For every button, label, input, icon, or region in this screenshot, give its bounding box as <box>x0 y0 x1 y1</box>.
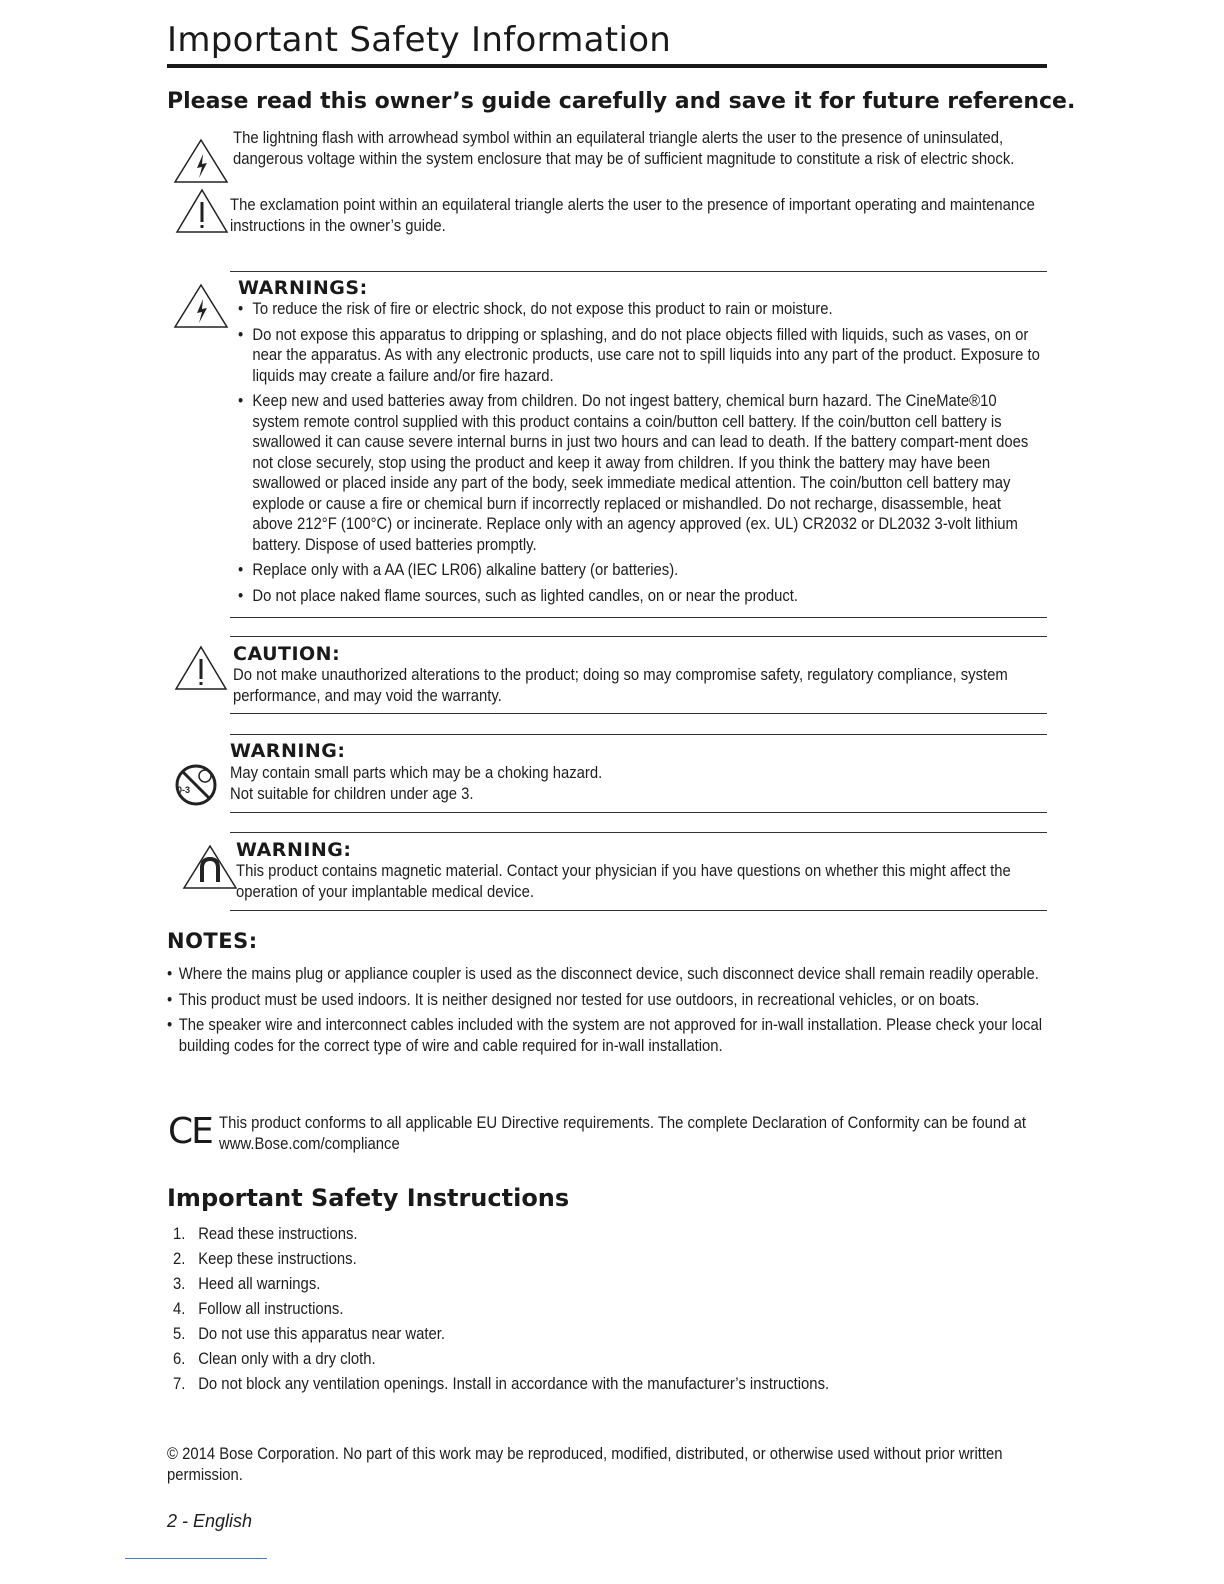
warnings-heading: WARNINGS: <box>238 277 368 299</box>
exclamation-description: The exclamation point within an equilateral triangle alerts the user to the presence of important operating and maintenance instructions in the owner’s guide. <box>230 196 1035 235</box>
instruction-item: 4. Follow all instructions. <box>173 1300 344 1318</box>
lightning-description: The lightning flash with arrowhead symbol within an equilateral triangle alerts the user to the presence of uninsulated, dangerous voltage within the system enclosure that may be of sufficient magnitude to constitute a risk of electric shock. <box>233 129 1015 168</box>
note-item: • Where the mains plug or appliance coupler is used as the disconnect device, such disconnect device shall remain readily operable. <box>167 964 1049 985</box>
caution-text: Do not make unauthorized alterations to the product; doing so may compromise safety, regulatory compliance, system performance, and may void the warranty. <box>233 666 1008 705</box>
exclamation-triangle-icon <box>175 188 229 234</box>
warning-item: • Replace only with a AA (IEC LR06) alkaline battery (or batteries). <box>238 560 1044 581</box>
warnings-lightning-icon <box>173 283 229 329</box>
instruction-item: 5. Do not use this apparatus near water. <box>173 1325 446 1343</box>
notes-list <box>167 964 1049 1061</box>
magnetic-bottom-rule <box>230 910 1047 911</box>
choking-top-rule <box>230 734 1047 735</box>
choking-heading: WARNING: <box>230 740 346 762</box>
magnetic-heading: WARNING: <box>236 839 352 861</box>
caution-bottom-rule <box>230 713 1047 714</box>
caution-top-rule <box>230 636 1047 637</box>
notes-heading: NOTES: <box>167 929 258 953</box>
magnetic-top-rule <box>230 832 1047 833</box>
choking-line-1: May contain small parts which may be a choking hazard. <box>230 764 603 782</box>
ce-mark-icon: CE <box>168 1111 212 1152</box>
choking-line-2: Not suitable for children under age 3. <box>230 785 474 803</box>
warning-item: • Do not expose this apparatus to dripping or splashing, and do not place objects filled with liquids, such as vases, on or near the apparatus. As with any electronic products, use care not to spill liquids into any part of the product. Exposure to liquids may create a failure and/or fire hazard. <box>238 325 1044 387</box>
choking-bottom-rule <box>230 812 1047 813</box>
instruction-item: 1. Read these instructions. <box>173 1225 358 1243</box>
warning-item: • Keep new and used batteries away from children. Do not ingest battery, chemical burn hazard. The CineMate®10 system remote control supplied with this product contains a coin/button cell battery. If the coin/button cell battery is swallowed it can cause severe internal burns in just two hours and can lead to death. If the battery compart-ment does not close securely, stop using the product and keep it away from children. If you think the battery may have been swallowed or placed inside any part of the body, seek immediate medical attention. The coin/button cell battery may explode or cause a fire or chemical burn if incorrectly replaced or mishandled. Do not recharge, disassemble, heat above 212°F (100°C) or incinerate. Replace only with an agency approved (ex. UL) CR2032 or DL2032 3-volt lithium battery. Dispose of used batteries promptly. <box>238 391 1044 555</box>
footer-underline <box>125 1558 267 1559</box>
intro-heading: Please read this owner’s guide carefully and save it for future reference. <box>167 89 1076 114</box>
instruction-item: 3. Heed all warnings. <box>173 1275 321 1293</box>
caution-exclamation-icon <box>174 645 228 691</box>
lightning-triangle-icon <box>173 138 229 184</box>
instructions-heading: Important Safety Instructions <box>167 1184 570 1212</box>
caution-heading: CAUTION: <box>233 643 341 665</box>
page-number: 2 - English <box>167 1511 253 1531</box>
page-title: Important Safety Information <box>167 20 672 60</box>
instruction-item: 6. Clean only with a dry cloth. <box>173 1350 376 1368</box>
instructions-list <box>173 1224 983 1399</box>
choking-hazard-icon <box>172 763 224 807</box>
title-rule <box>167 64 1047 68</box>
warnings-top-rule <box>230 271 1047 272</box>
warning-item: • To reduce the risk of fire or electric shock, do not expose this product to rain or moisture. <box>238 299 1044 320</box>
instruction-item: 2. Keep these instructions. <box>173 1250 357 1268</box>
note-item: • The speaker wire and interconnect cables included with the system are not approved for in-wall installation. Please check your local building codes for the correct type of wire and cable required for in-wall installation. <box>167 1015 1049 1056</box>
warnings-list <box>238 299 1044 611</box>
magnetic-text: This product contains magnetic material. Contact your physician if you have questions on whether this might affect the operation of your implantable medical device. <box>236 862 1011 901</box>
copyright-notice: © 2014 Bose Corporation. No part of this work may be reproduced, modified, distributed, or otherwise used without prior written permission. <box>167 1445 1003 1484</box>
choking-age-label: 0-3 <box>177 785 191 795</box>
magnet-warning-icon <box>182 844 238 890</box>
ce-compliance-text: This product conforms to all applicable EU Directive requirements. The complete Declaration of Conformity can be found at www.Bose.com/compliance <box>219 1114 1026 1153</box>
warning-item: • Do not place naked flame sources, such as lighted candles, on or near the product. <box>238 586 1044 607</box>
instruction-item: 7. Do not block any ventilation openings. Install in accordance with the manufacturer’s instructions. <box>173 1375 830 1393</box>
warnings-bottom-rule <box>230 617 1047 618</box>
note-item: • This product must be used indoors. It is neither designed nor tested for use outdoors, in recreational vehicles, or on boats. <box>167 990 1049 1011</box>
